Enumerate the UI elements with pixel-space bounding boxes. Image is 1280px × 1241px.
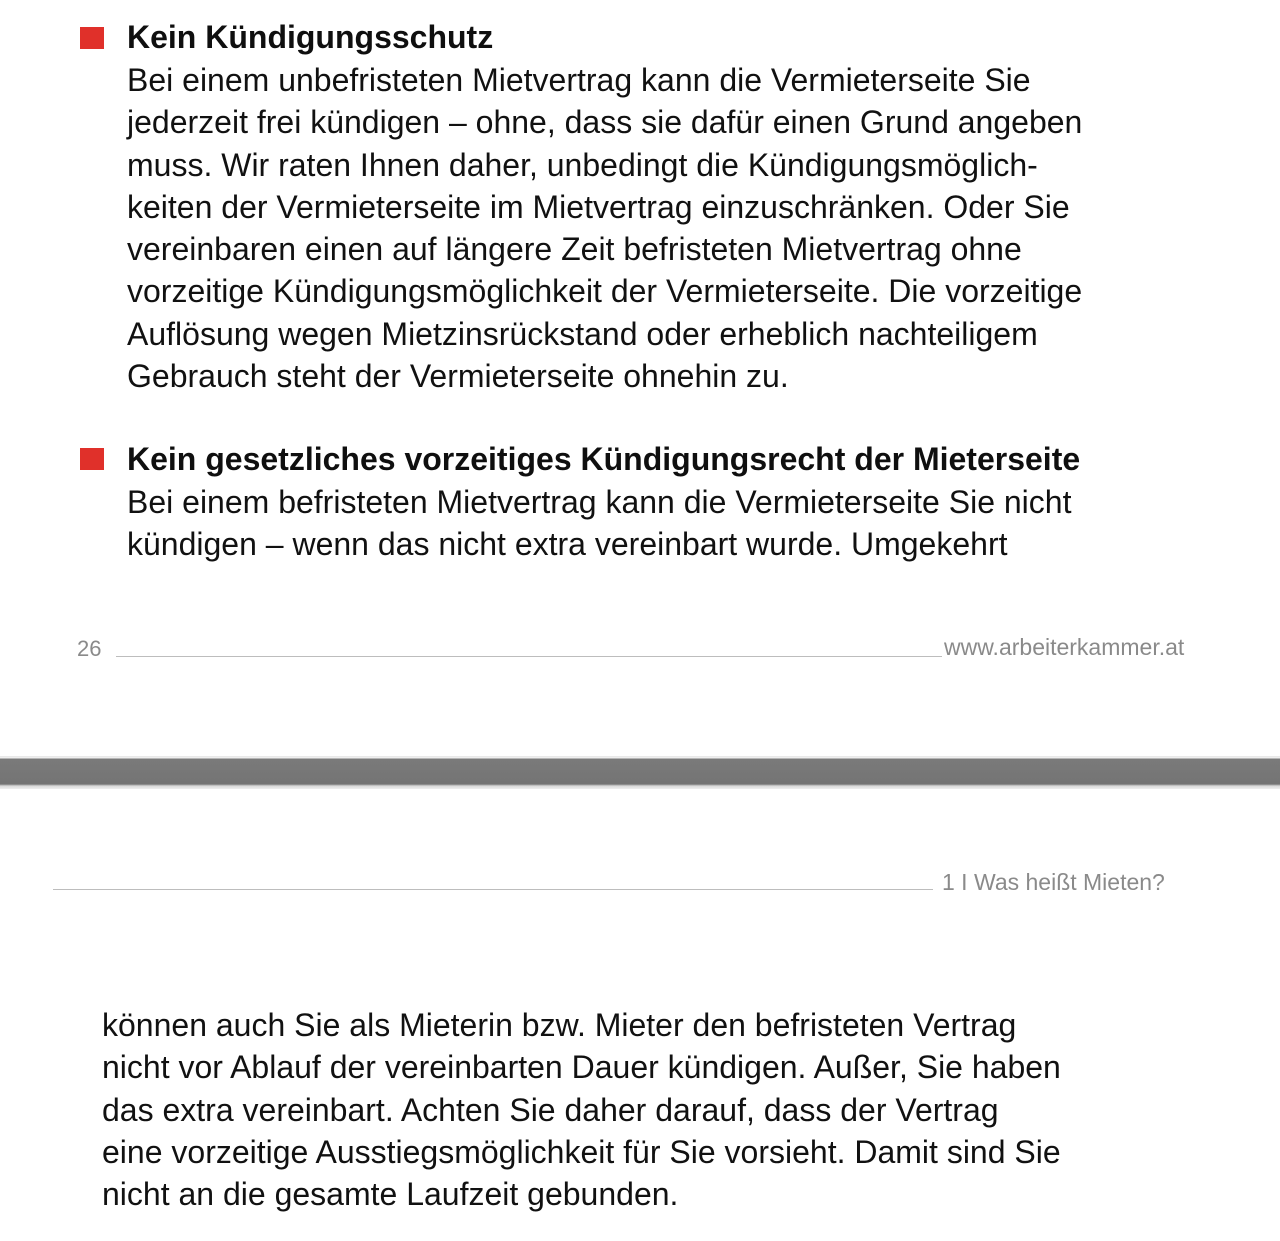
body-line: vorzeitige Kündigungsmöglichkeit der Vermieterseite. Die vorzeitige <box>127 273 1083 310</box>
body-line: kündigen – wenn das nicht extra vereinbart wurde. Umgekehrt <box>127 526 1008 563</box>
footer-divider <box>116 656 942 657</box>
body-line: keiten der Vermieterseite im Mietvertrag einzuschränken. Oder Sie <box>127 188 1070 225</box>
page-separator <box>0 756 1280 789</box>
body-line: Auflösung wegen Mietzinsrückstand oder erheblich nachteiligem <box>127 315 1038 352</box>
red-square-bullet-icon <box>80 27 104 49</box>
body-line: Gebrauch steht der Vermieterseite ohnehin zu. <box>127 358 789 395</box>
red-square-bullet-icon <box>80 448 104 470</box>
section-body <box>127 59 1227 397</box>
page-27 <box>0 789 1280 1241</box>
header-divider <box>53 889 933 890</box>
body-line: nicht vor Ablauf der vereinbarten Dauer kündigen. Außer, Sie haben <box>102 1049 1061 1086</box>
body-line: Bei einem unbefristeten Mietvertrag kann die Vermieterseite Sie <box>127 62 1031 98</box>
body-line: jederzeit frei kündigen – ohne, dass sie dafür einen Grund angeben <box>127 104 1083 141</box>
body-line: Bei einem befristeten Mietvertrag kann die Vermieterseite Sie nicht <box>127 484 1072 520</box>
section-heading: Kein gesetzliches vorzeitiges Kündigungsrecht der Mieterseite <box>127 441 1081 477</box>
body-line: nicht an die gesamte Laufzeit gebunden. <box>102 1176 679 1213</box>
body-line: eine vorzeitige Ausstiegsmöglichkeit für Sie vorsieht. Damit sind Sie <box>102 1133 1061 1170</box>
chapter-header: 1 I Was heißt Mieten? <box>942 869 1165 895</box>
body-line: vereinbaren einen auf längere Zeit befristeten Mietvertrag ohne <box>127 231 1022 268</box>
section-body <box>127 481 1227 566</box>
body-line: das extra vereinbart. Achten Sie daher darauf, dass der Vertrag <box>102 1091 999 1128</box>
section-heading: Kein Kündigungsschutz <box>127 19 494 55</box>
body-line: können auch Sie als Mieterin bzw. Mieter den befristeten Vertrag <box>102 1007 1017 1043</box>
footer-url: www.arbeiterkammer.at <box>944 634 1185 660</box>
continuation-paragraph <box>102 1004 1252 1215</box>
body-line: muss. Wir raten Ihnen daher, unbedingt die Kündigungsmöglich- <box>127 146 1038 183</box>
page-number: 26 <box>77 636 102 661</box>
